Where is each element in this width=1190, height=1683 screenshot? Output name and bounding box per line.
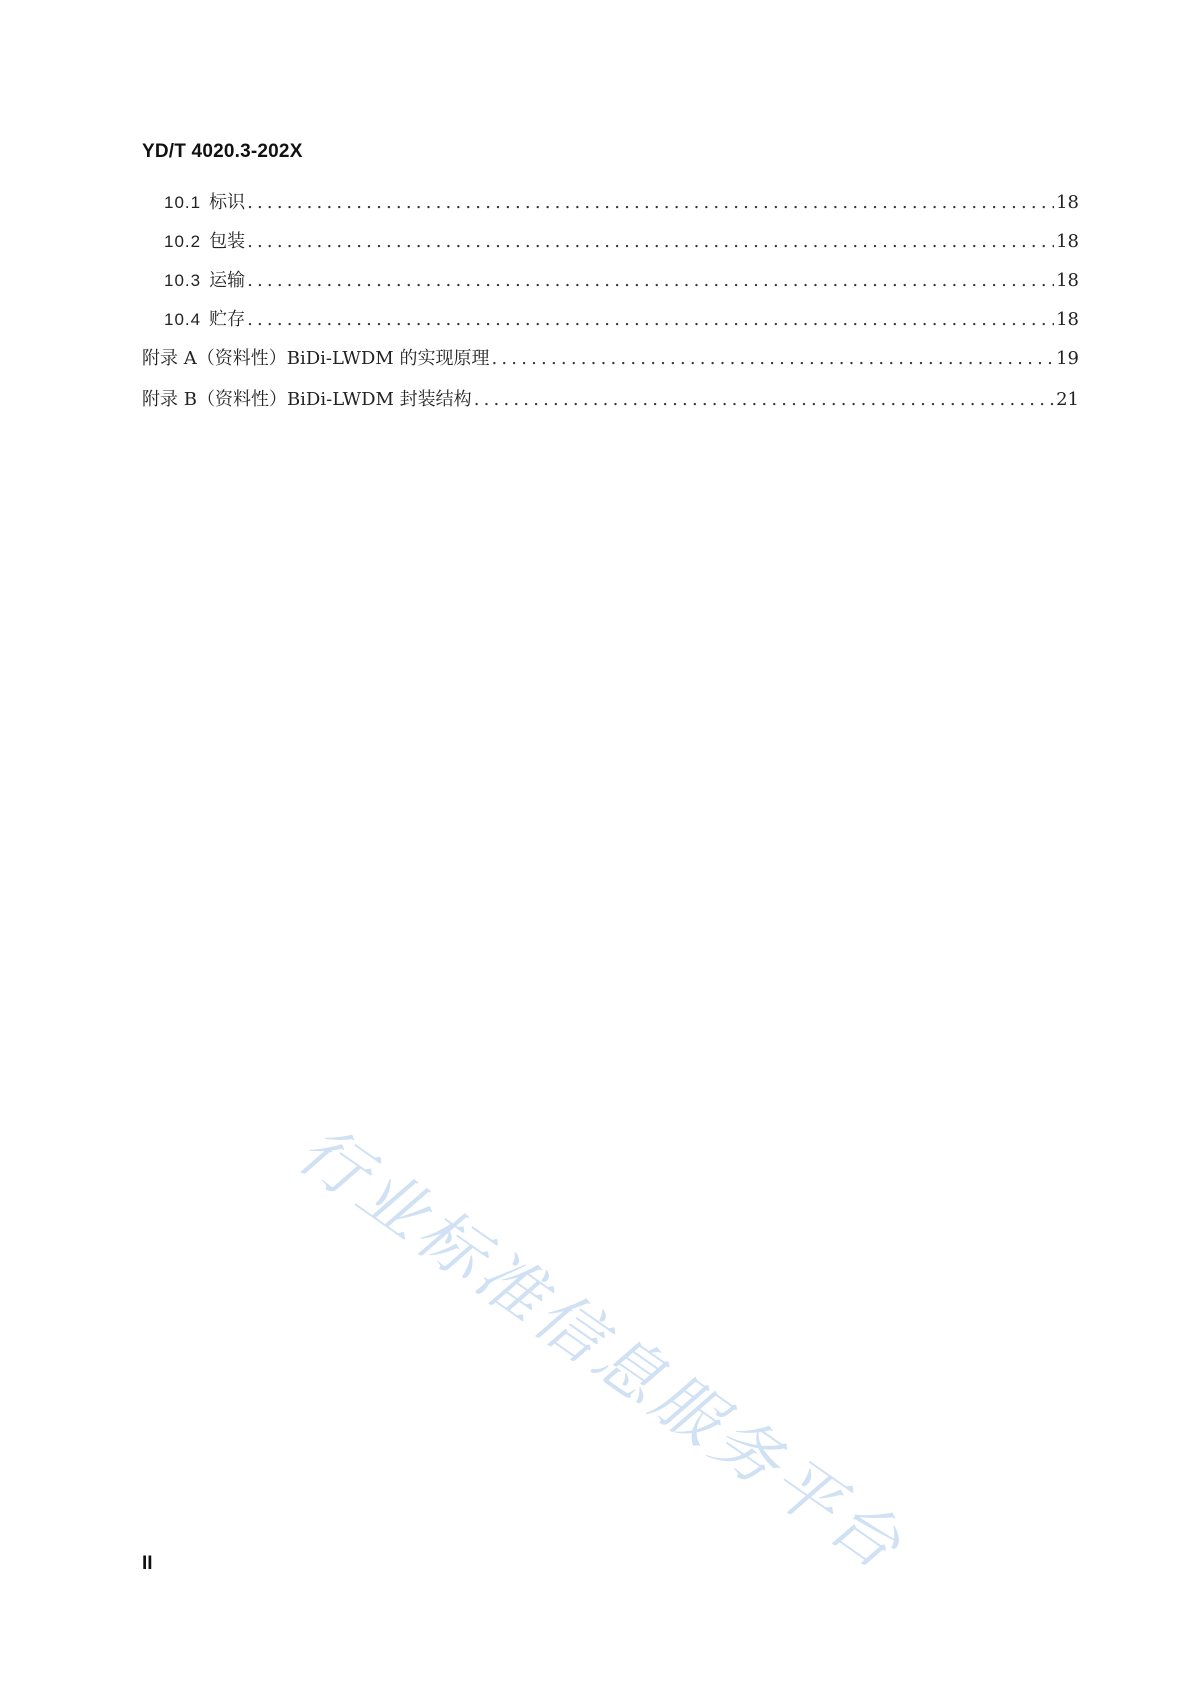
toc-entry-number: 10.3: [164, 271, 202, 290]
toc-dot-leader: [247, 305, 1054, 335]
toc-entry-appendix-a[interactable]: [142, 344, 1079, 385]
toc-entry-page: 21: [1056, 389, 1079, 410]
toc-dot-leader: [247, 227, 1054, 257]
toc-entry-page: 18: [1056, 231, 1079, 252]
toc-entry-page: 19: [1056, 348, 1079, 369]
toc-dot-leader: [474, 385, 1054, 415]
toc-entry-10-1[interactable]: [142, 188, 1079, 227]
toc-dot-leader: [247, 188, 1054, 218]
toc-entry-page: 18: [1056, 270, 1079, 291]
toc-entry-number: 10.2: [164, 232, 202, 251]
toc-entry-number: 10.1: [164, 193, 202, 212]
toc-entry-number: 10.4: [164, 310, 202, 329]
page-number: II: [142, 1553, 153, 1574]
toc-entry-10-2[interactable]: [142, 227, 1079, 266]
toc-entry-title: 贮存: [209, 309, 246, 330]
table-of-contents: [142, 188, 1079, 424]
toc-entry-title: 包装: [209, 231, 246, 252]
toc-entry-10-3[interactable]: [142, 266, 1079, 305]
watermark: 行业标准信息服务平台: [284, 1110, 919, 1587]
toc-entry-appendix-b[interactable]: [142, 385, 1079, 424]
toc-entry-title: 附录 B（资料性）BiDi-LWDM 封装结构: [142, 389, 472, 410]
toc-entry-title: 标识: [209, 192, 246, 213]
toc-entry-10-4[interactable]: [142, 305, 1079, 344]
toc-entry-title: 附录 A（资料性）BiDi-LWDM 的实现原理: [142, 348, 490, 369]
toc-entry-title: 运输: [209, 270, 246, 291]
toc-dot-leader: [491, 344, 1054, 374]
toc-entry-page: 18: [1056, 309, 1079, 330]
toc-entry-page: 18: [1056, 192, 1079, 213]
document-code: YD/T 4020.3-202X: [142, 141, 303, 162]
toc-dot-leader: [247, 266, 1054, 296]
